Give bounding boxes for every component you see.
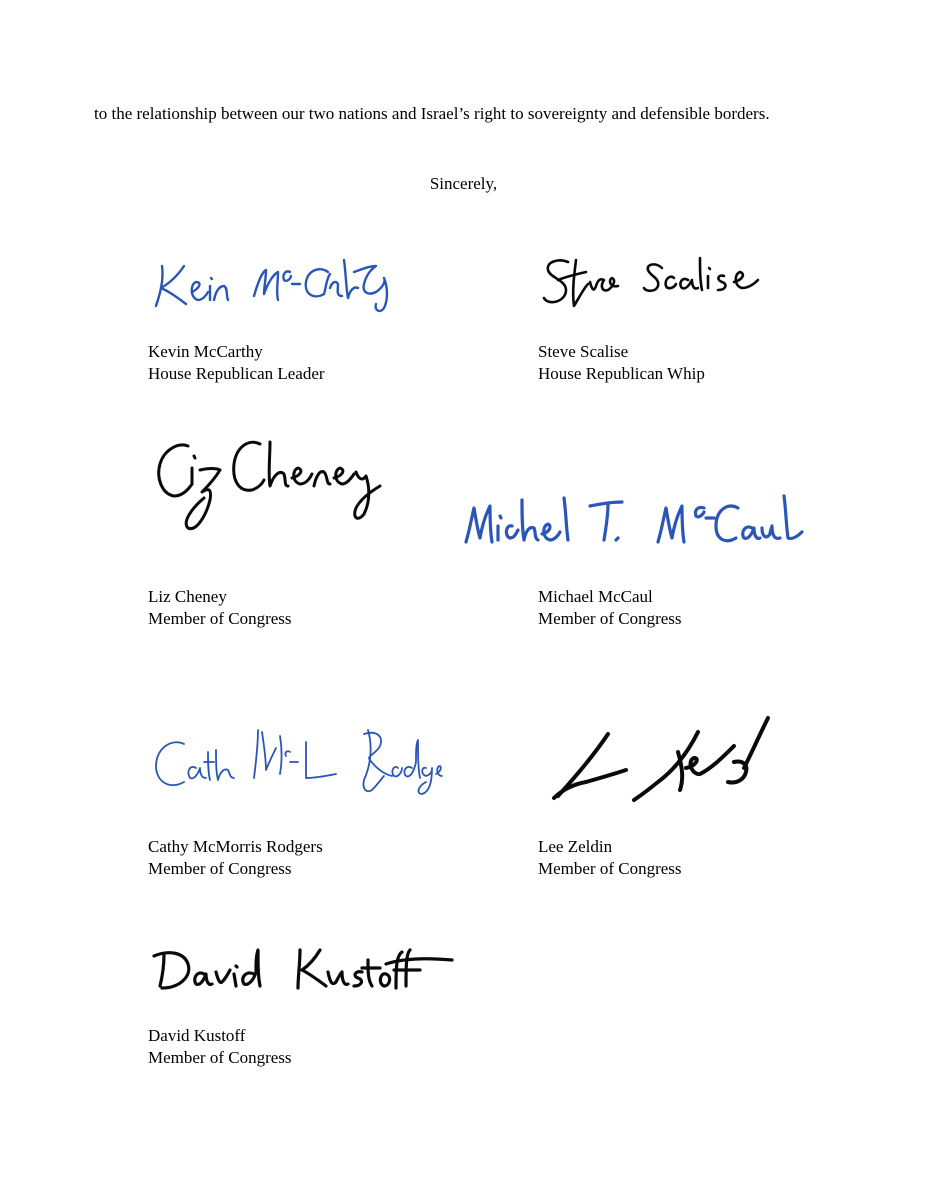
signer-title: House Republican Whip — [538, 364, 705, 383]
signature-david-kustoff — [150, 936, 460, 1000]
signer-name: Liz Cheney — [148, 587, 227, 606]
signer-name: Lee Zeldin — [538, 837, 613, 856]
signer-kevin-mccarthy — [148, 341, 325, 385]
signer-name: Michael McCaul — [538, 587, 653, 606]
signer-liz-cheney — [148, 586, 292, 630]
signature-kevin-mccarthy — [148, 248, 428, 328]
signature-lee-zeldin — [548, 712, 778, 810]
signer-name: Steve Scalise — [538, 342, 629, 361]
signer-title: Member of Congress — [148, 859, 292, 878]
signer-title: Member of Congress — [538, 859, 682, 878]
signer-title: Member of Congress — [148, 609, 292, 628]
signature-michael-mccaul — [462, 488, 812, 560]
signer-cathy-mcmorris-rodgers — [148, 836, 323, 880]
signer-name: Kevin McCarthy — [148, 342, 263, 361]
signature-steve-scalise — [538, 240, 778, 320]
signature-liz-cheney — [148, 428, 388, 548]
signer-name: Cathy McMorris Rodgers — [148, 837, 323, 856]
signer-title: Member of Congress — [538, 609, 682, 628]
signature-cathy-mcmorris-rodgers — [150, 722, 446, 804]
signer-lee-zeldin — [538, 836, 682, 880]
letter-body-paragraph: to the relationship between our two nations and Israel’s right to sovereignty and defensible borders. — [94, 104, 770, 123]
signer-michael-mccaul — [538, 586, 682, 630]
signer-title: Member of Congress — [148, 1048, 292, 1067]
signer-steve-scalise — [538, 341, 705, 385]
signer-title: House Republican Leader — [148, 364, 325, 383]
signer-david-kustoff — [148, 1025, 292, 1069]
signer-name: David Kustoff — [148, 1026, 246, 1045]
letter-closing: Sincerely, — [429, 174, 498, 193]
